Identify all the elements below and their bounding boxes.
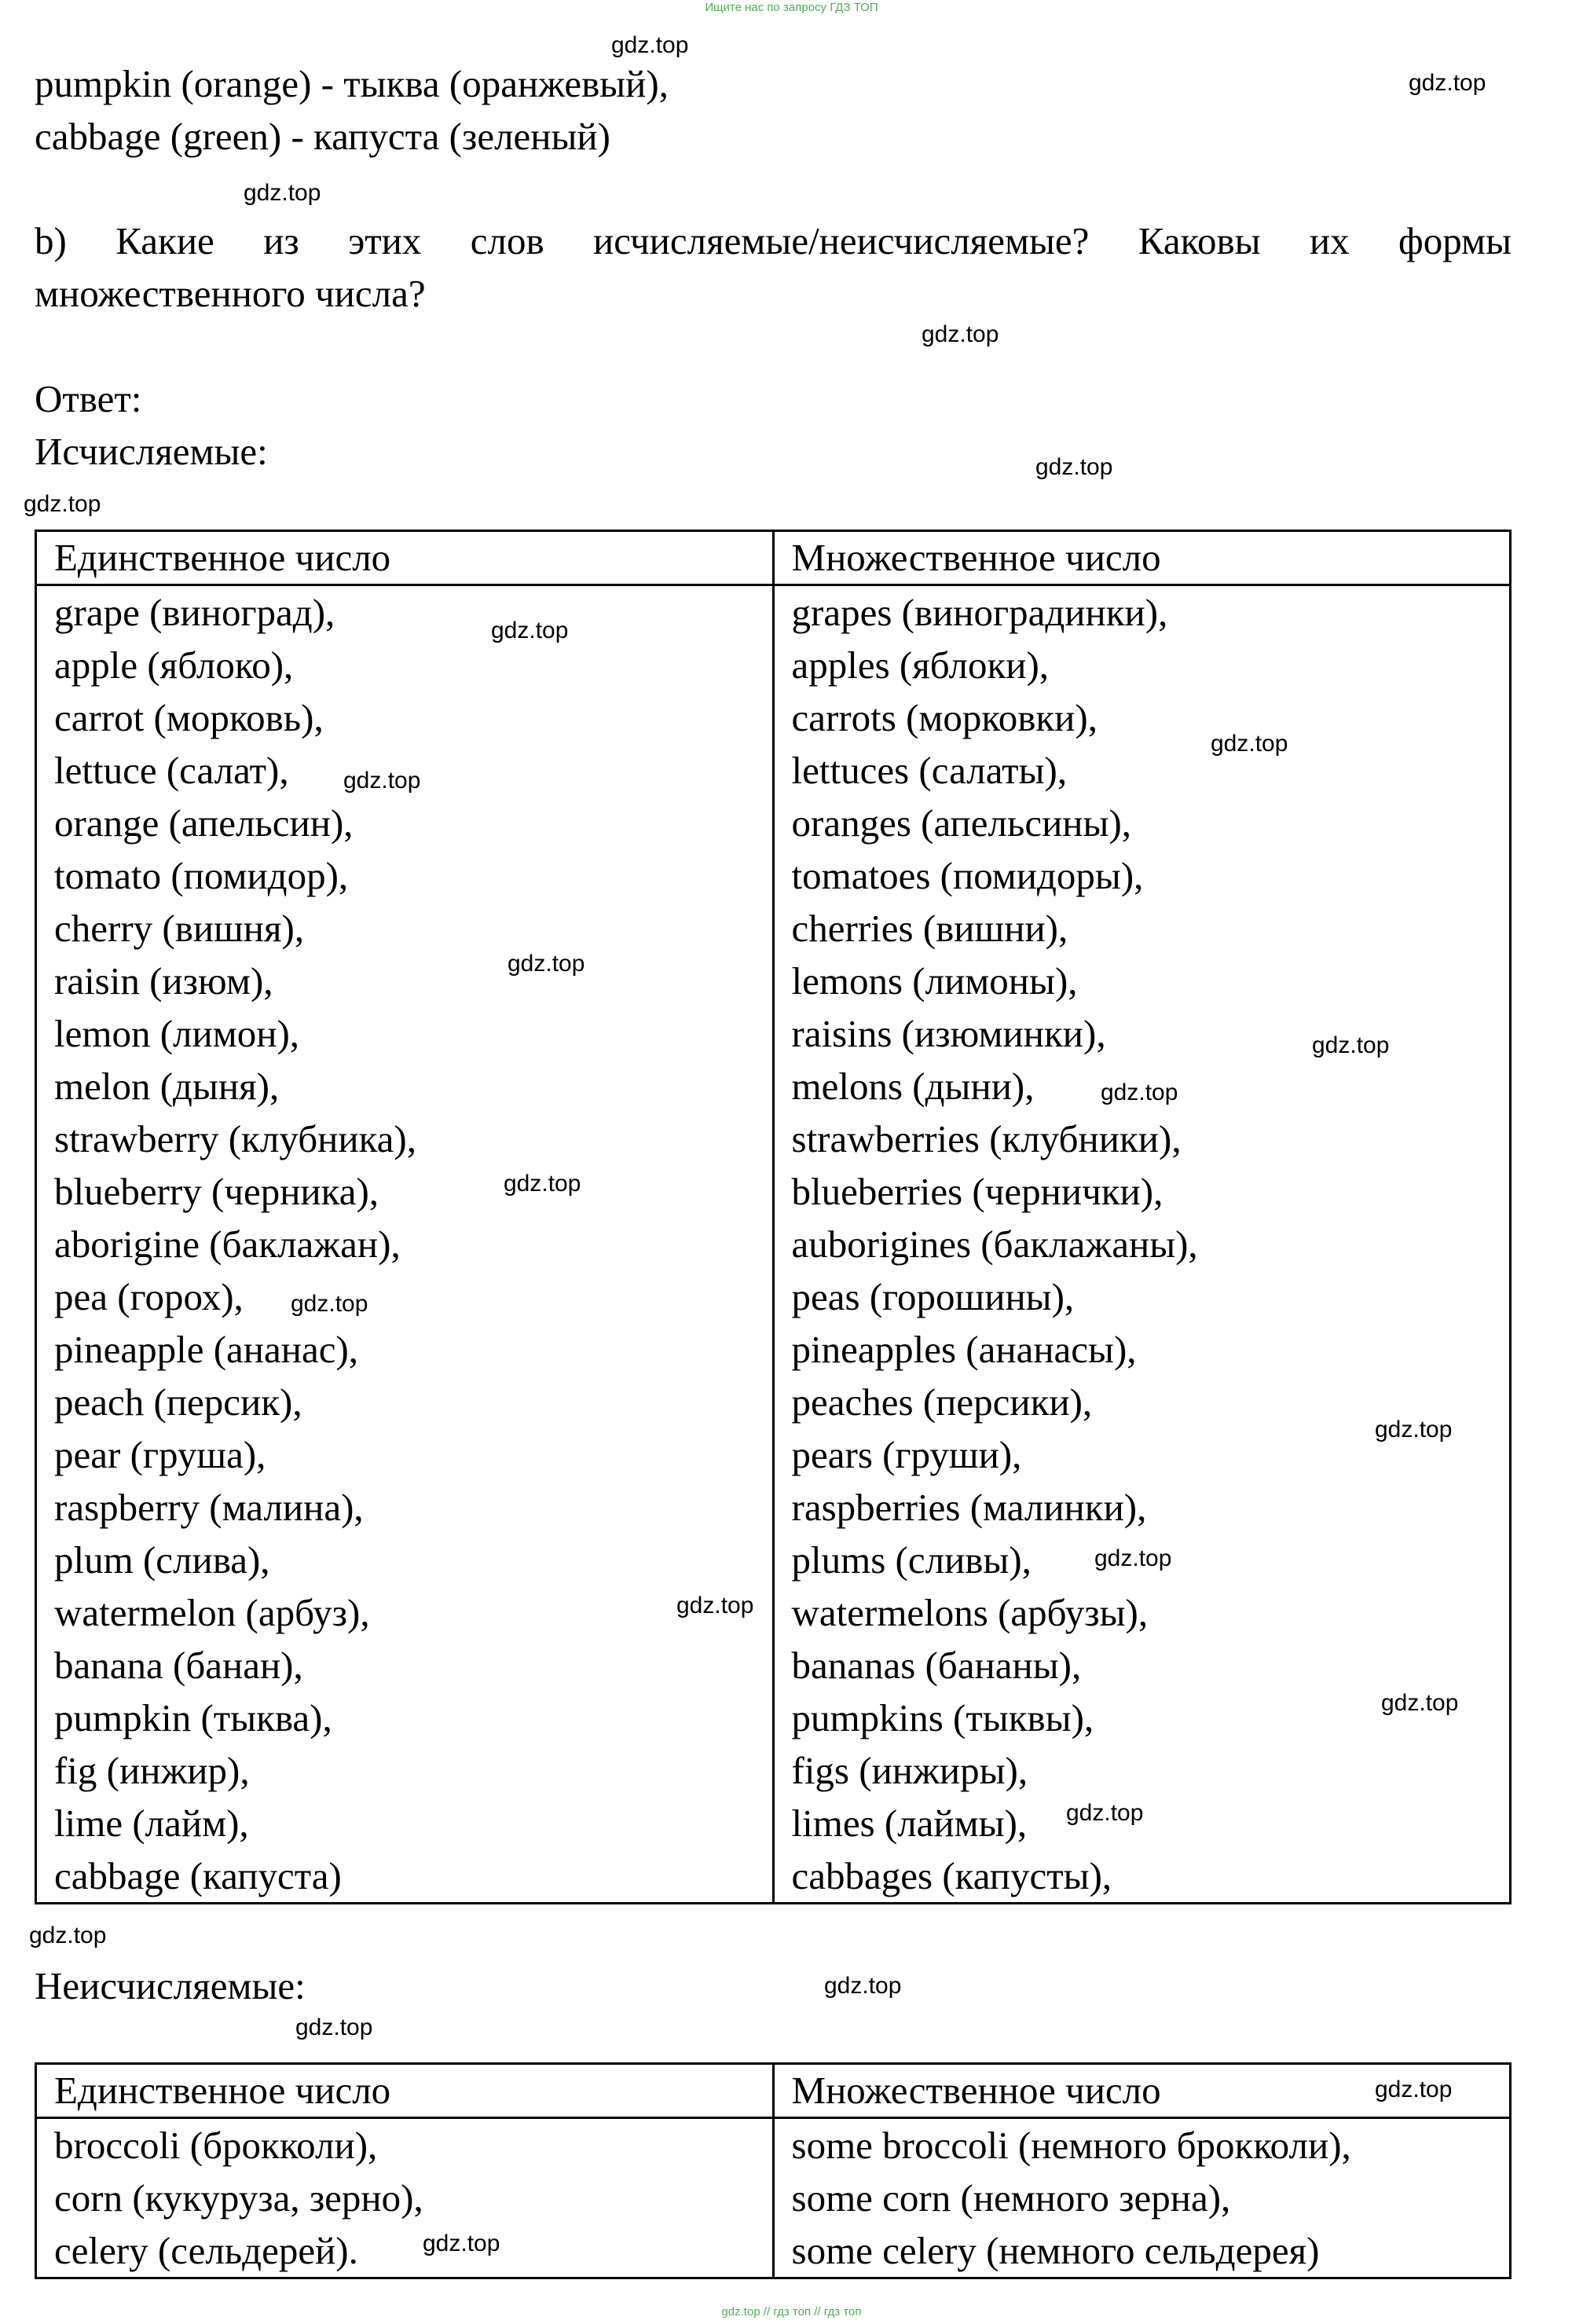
list-item: lettuces (салаты), bbox=[791, 749, 1068, 792]
list-item: cabbages (капусты), bbox=[791, 1854, 1112, 1897]
countable-heading: Исчисляемые: bbox=[35, 430, 268, 473]
watermark: gdz.top bbox=[291, 1291, 368, 1317]
list-item: raspberries (малинки), bbox=[791, 1486, 1147, 1529]
list-item: lime (лайм), bbox=[54, 1802, 249, 1845]
watermark: gdz.top bbox=[1066, 1800, 1144, 1826]
answer-label: Ответ: bbox=[35, 377, 142, 420]
watermark: gdz.top bbox=[244, 180, 321, 206]
list-item: pumpkins (тыквы), bbox=[791, 1696, 1094, 1739]
watermark: gdz.top bbox=[611, 32, 689, 58]
list-item: watermelon (арбуз), bbox=[54, 1591, 370, 1634]
list-item: bananas (бананы), bbox=[791, 1644, 1082, 1687]
list-item: lemon (лимон), bbox=[54, 1012, 300, 1055]
uncountable-header-plural: Множественное число bbox=[773, 2064, 1511, 2118]
watermark: gdz.top bbox=[1211, 731, 1288, 757]
list-item: raisins (изюминки), bbox=[791, 1012, 1106, 1055]
list-item: celery (сельдерей). bbox=[54, 2229, 358, 2272]
list-item: cabbage (капуста) bbox=[54, 1854, 342, 1897]
watermark: gdz.top bbox=[295, 2014, 373, 2040]
list-item: plums (сливы), bbox=[791, 1538, 1032, 1582]
list-item: aborigine (баклажан), bbox=[54, 1222, 401, 1266]
list-item: melon (дыня), bbox=[54, 1065, 280, 1108]
watermark: gdz.top bbox=[922, 321, 999, 347]
list-item: some broccoli (немного брокколи), bbox=[791, 2124, 1351, 2167]
list-item: figs (инжиры), bbox=[791, 1749, 1028, 1792]
watermark: gdz.top bbox=[1375, 1417, 1453, 1442]
top-line-cabbage: cabbage (green) - капуста (зеленый) bbox=[35, 115, 610, 158]
list-item: peaches (персики), bbox=[791, 1380, 1093, 1424]
uncountable-header-singular: Единственное число bbox=[36, 2064, 774, 2118]
list-item: strawberry (клубника), bbox=[54, 1117, 416, 1160]
watermark: gdz.top bbox=[1409, 70, 1486, 96]
site-banner[interactable]: Ищите нас по запросу ГДЗ ТОП bbox=[705, 1, 878, 14]
list-item: melons (дыни), bbox=[791, 1065, 1035, 1108]
list-item: oranges (апельсины), bbox=[791, 801, 1132, 845]
uncountable-heading: Неисчисляемые: bbox=[35, 1964, 306, 2007]
list-item: strawberries (клубники), bbox=[791, 1117, 1182, 1160]
list-item: blueberries (чернички), bbox=[791, 1170, 1163, 1213]
uncountable-singular-column bbox=[36, 2118, 774, 2278]
question-line-1: b) Какие из этих слов исчисляемые/неисчисляемые? Каковы их формы bbox=[35, 219, 1512, 262]
watermark: gdz.top bbox=[1375, 2077, 1453, 2102]
list-item: plum (слива), bbox=[54, 1538, 270, 1582]
list-item: grape (виноград), bbox=[54, 591, 335, 634]
watermark: gdz.top bbox=[29, 1923, 107, 1948]
list-item: pears (груши), bbox=[791, 1433, 1022, 1476]
watermark: gdz.top bbox=[423, 2231, 500, 2256]
watermark: gdz.top bbox=[676, 1593, 754, 1618]
uncountable-table bbox=[35, 2062, 1512, 2279]
list-item: limes (лаймы), bbox=[791, 1802, 1028, 1845]
list-item: banana (банан), bbox=[54, 1644, 303, 1687]
list-item: corn (кукуруза, зерно), bbox=[54, 2176, 423, 2220]
watermark: gdz.top bbox=[504, 1171, 581, 1197]
countable-header-singular: Единственное число bbox=[36, 531, 774, 585]
watermark: gdz.top bbox=[508, 951, 585, 977]
watermark: gdz.top bbox=[491, 618, 569, 643]
list-item: pumpkin (тыква), bbox=[54, 1696, 332, 1739]
list-item: carrot (морковь), bbox=[54, 696, 324, 739]
list-item: pineapple (ананас), bbox=[54, 1328, 359, 1371]
list-item: lemons (лимоны), bbox=[791, 959, 1078, 1003]
watermark: gdz.top bbox=[1101, 1080, 1178, 1105]
list-item: peach (персик), bbox=[54, 1380, 302, 1424]
watermark: gdz.top bbox=[1035, 454, 1113, 480]
countable-header-plural: Множественное число bbox=[773, 531, 1511, 585]
list-item: orange (апельсин), bbox=[54, 801, 354, 845]
list-item: tomato (помидор), bbox=[54, 854, 349, 897]
list-item: pea (горох), bbox=[54, 1275, 244, 1318]
watermark: gdz.top bbox=[343, 768, 421, 794]
list-item: pear (груша), bbox=[54, 1433, 266, 1476]
uncountable-plural-column bbox=[773, 2118, 1511, 2278]
question-line-2: множественного числа? bbox=[35, 272, 426, 315]
list-item: some corn (немного зерна), bbox=[791, 2176, 1231, 2220]
list-item: raisin (изюм), bbox=[54, 959, 273, 1003]
top-line-pumpkin: pumpkin (orange) - тыква (оранжевый), bbox=[35, 62, 669, 105]
list-item: cherries (вишни), bbox=[791, 907, 1068, 950]
list-item: fig (инжир), bbox=[54, 1749, 250, 1792]
countable-table bbox=[35, 530, 1512, 1904]
list-item: apple (яблоко), bbox=[54, 643, 294, 687]
list-item: carrots (морковки), bbox=[791, 696, 1097, 739]
list-item: apples (яблоки), bbox=[791, 643, 1050, 687]
watermark: gdz.top bbox=[24, 491, 101, 517]
list-item: watermelons (арбузы), bbox=[791, 1591, 1149, 1634]
list-item: broccoli (брокколи), bbox=[54, 2124, 378, 2167]
watermark: gdz.top bbox=[1381, 1690, 1459, 1716]
site-footer[interactable]: gdz.top // гдз топ // гдз топ bbox=[721, 2305, 862, 2319]
list-item: blueberry (черника), bbox=[54, 1170, 379, 1213]
watermark: gdz.top bbox=[1312, 1032, 1390, 1058]
list-item: peas (горошины), bbox=[791, 1275, 1075, 1318]
watermark: gdz.top bbox=[1094, 1545, 1172, 1571]
list-item: grapes (виноградинки), bbox=[791, 591, 1168, 634]
list-item: some celery (немного сельдерея) bbox=[791, 2229, 1320, 2272]
list-item: tomatoes (помидоры), bbox=[791, 854, 1144, 897]
list-item: cherry (вишня), bbox=[54, 907, 305, 950]
list-item: auborigines (баклажаны), bbox=[791, 1222, 1198, 1266]
list-item: raspberry (малина), bbox=[54, 1486, 364, 1529]
watermark: gdz.top bbox=[824, 1973, 902, 1999]
list-item: pineapples (ананасы), bbox=[791, 1328, 1137, 1371]
list-item: lettuce (салат), bbox=[54, 749, 289, 792]
